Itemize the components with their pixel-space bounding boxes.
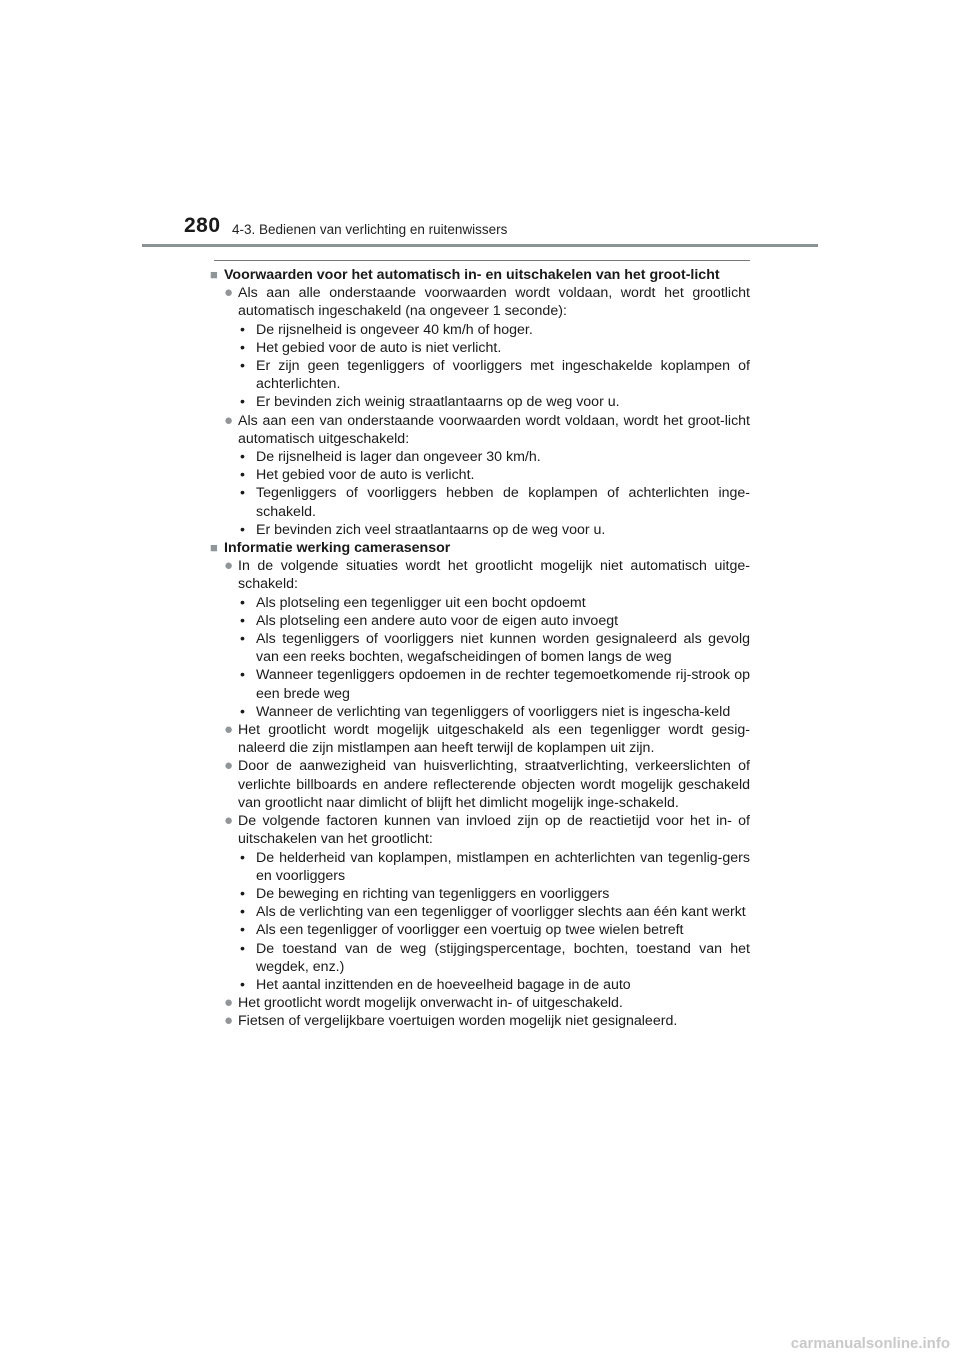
section [210,266,750,539]
small-bullet-icon: • [240,922,245,939]
circle-bullet-icon: ● [224,994,234,1012]
small-bullet-icon: • [240,976,245,993]
small-bullet-icon: • [240,321,245,338]
list-item [210,1012,750,1030]
watermark: carmanualsonline.info [790,1335,950,1352]
sub-item-text: Als een tegenligger of voorligger een voertuig op twee wielen betreft [256,922,684,939]
list-item [210,757,750,812]
small-bullet-icon: • [240,612,245,629]
sub-item-text: De rijsnelheid is lager dan ongeveer 30 km/h. [256,449,541,466]
sub-item-text: Wanneer tegenliggers opdoemen in de rechter tegemoetkomende rij-strook op een brede weg [256,667,750,702]
header-rule [142,244,818,247]
sub-item [238,594,750,612]
sub-item-text: Er bevinden zich weinig straatlantaarns op de weg voor u. [256,394,620,411]
sub-item-text: De rijsnelheid is ongeveer 40 km/h of hoger. [256,321,533,338]
sub-item-text: De toestand van de weg (stijgingspercentage, bochten, toestand van het wegdek, enz.) [256,940,750,975]
section-title: Voorwaarden voor het automatisch in- en uitschakelen van het groot-licht [224,267,720,283]
circle-bullet-icon: ● [224,812,234,830]
sub-item-text: Er bevinden zich veel straatlantaarns op de weg voor u. [256,521,606,538]
sub-item [238,666,750,702]
square-bullet-icon: ■ [210,267,218,282]
sub-item [238,885,750,903]
sub-item-text: Er zijn geen tegenliggers of voorliggers met ingeschakelde koplampen of achterlichten. [256,358,750,393]
item-text: Het grootlicht wordt mogelijk onverwacht in- of uitgeschakeld. [238,995,623,1012]
sub-item [238,521,750,539]
sub-item [238,903,750,921]
section-heading [210,539,750,557]
list-item [210,284,750,411]
sub-item-text: Het gebied voor de auto is niet verlicht. [256,339,502,356]
small-bullet-icon: • [240,667,245,684]
small-bullet-icon: • [240,339,245,356]
sub-item [238,339,750,357]
small-bullet-icon: • [240,885,245,902]
list-item [210,557,750,721]
sub-item-text: De helderheid van koplampen, mistlampen en achterlichten van tegenlig-gers en voorliggers [256,849,750,884]
item-text: In de volgende situaties wordt het grootlicht mogelijk niet automatisch uitge-schakeld: [238,558,750,593]
section-title: Informatie werking camerasensor [224,540,451,557]
sub-item [238,448,750,466]
list-item [210,812,750,994]
small-bullet-icon: • [240,904,245,921]
sub-item [238,940,750,976]
list-item [210,412,750,539]
circle-bullet-icon: ● [224,411,234,429]
item-text: Als aan een van onderstaande voorwaarden wordt voldaan, wordt het groot-licht automatisch uitgeschakeld: [238,412,750,447]
item-text: Door de aanwezigheid van huisverlichting, straatverlichting, verkeerslichten of verlichte billboards en andere reflecterende objecten wordt mogelijk geschakeld van grootlicht naar dimlicht of blijft het dimlicht mogelijk inge-schakeld. [238,758,750,811]
separator-rule [214,260,750,261]
small-bullet-icon: • [240,594,245,611]
sub-item-text: Wanneer de verlichting van tegenliggers of voorliggers niet is ingescha-keld [256,703,731,720]
section [210,539,750,1030]
sub-item [238,976,750,994]
sub-item [238,393,750,411]
sub-item-text: De beweging en richting van tegenliggers en voorliggers [256,885,610,902]
sub-item [238,466,750,484]
sub-item-text: Het aantal inzittenden en de hoeveelheid bagage in de auto [256,976,631,993]
list-item [210,721,750,757]
small-bullet-icon: • [240,394,245,411]
sub-item-text: Als tegenliggers of voorliggers niet kunnen worden gesignaleerd als gevolg van een reeks bochten, wegafscheidingen of bomen langs de weg [256,631,750,666]
sub-item [238,321,750,339]
sub-item-text: Als plotseling een andere auto voor de eigen auto invoegt [256,612,619,629]
section-heading [210,266,750,284]
small-bullet-icon: • [240,449,245,466]
small-bullet-icon: • [240,849,245,866]
circle-bullet-icon: ● [224,721,234,739]
item-text: Fietsen of vergelijkbare voertuigen worden mogelijk niet gesignaleerd. [238,1013,678,1030]
sub-item-text: Tegenliggers of voorliggers hebben de koplampen of achterlichten inge-schakeld. [256,485,750,520]
item-text: Als aan alle onderstaande voorwaarden wordt voldaan, wordt het grootlicht automatisch ingeschakeld (na ongeveer 1 seconde): [238,285,750,320]
small-bullet-icon: • [240,631,245,648]
list-item [210,994,750,1012]
sub-item [238,849,750,885]
page-number: 280 [184,214,221,237]
sub-item-text: Het gebied voor de auto is verlicht. [256,467,475,484]
small-bullet-icon: • [240,358,245,375]
sub-item-text: Als de verlichting van een tegenligger of voorligger slechts aan één kant werkt [256,904,746,921]
sub-item [238,612,750,630]
circle-bullet-icon: ● [224,757,234,775]
circle-bullet-icon: ● [224,284,234,302]
small-bullet-icon: • [240,485,245,502]
item-text: De volgende factoren kunnen van invloed zijn op de reactietijd voor het in- of uitschakelen van het grootlicht: [238,813,750,848]
small-bullet-icon: • [240,521,245,538]
sub-item [238,921,750,939]
small-bullet-icon: • [240,703,245,720]
sub-item [238,630,750,666]
content [210,266,750,1031]
sub-item [238,357,750,393]
circle-bullet-icon: ● [224,557,234,575]
small-bullet-icon: • [240,940,245,957]
square-bullet-icon: ■ [210,540,218,556]
sub-item [238,703,750,721]
chapter-title: 4-3. Bedienen van verlichting en ruitenwissers [232,222,508,237]
item-text: Het grootlicht wordt mogelijk uitgeschakeld als een tegenligger wordt gesig-naleerd die zijn mistlampen aan heeft terwijl de koplampen uit zijn. [238,722,750,757]
sub-item-text: Als plotseling een tegenligger uit een bocht opdoemt [256,594,586,611]
small-bullet-icon: • [240,467,245,484]
circle-bullet-icon: ● [224,1012,234,1030]
sub-item [238,484,750,520]
